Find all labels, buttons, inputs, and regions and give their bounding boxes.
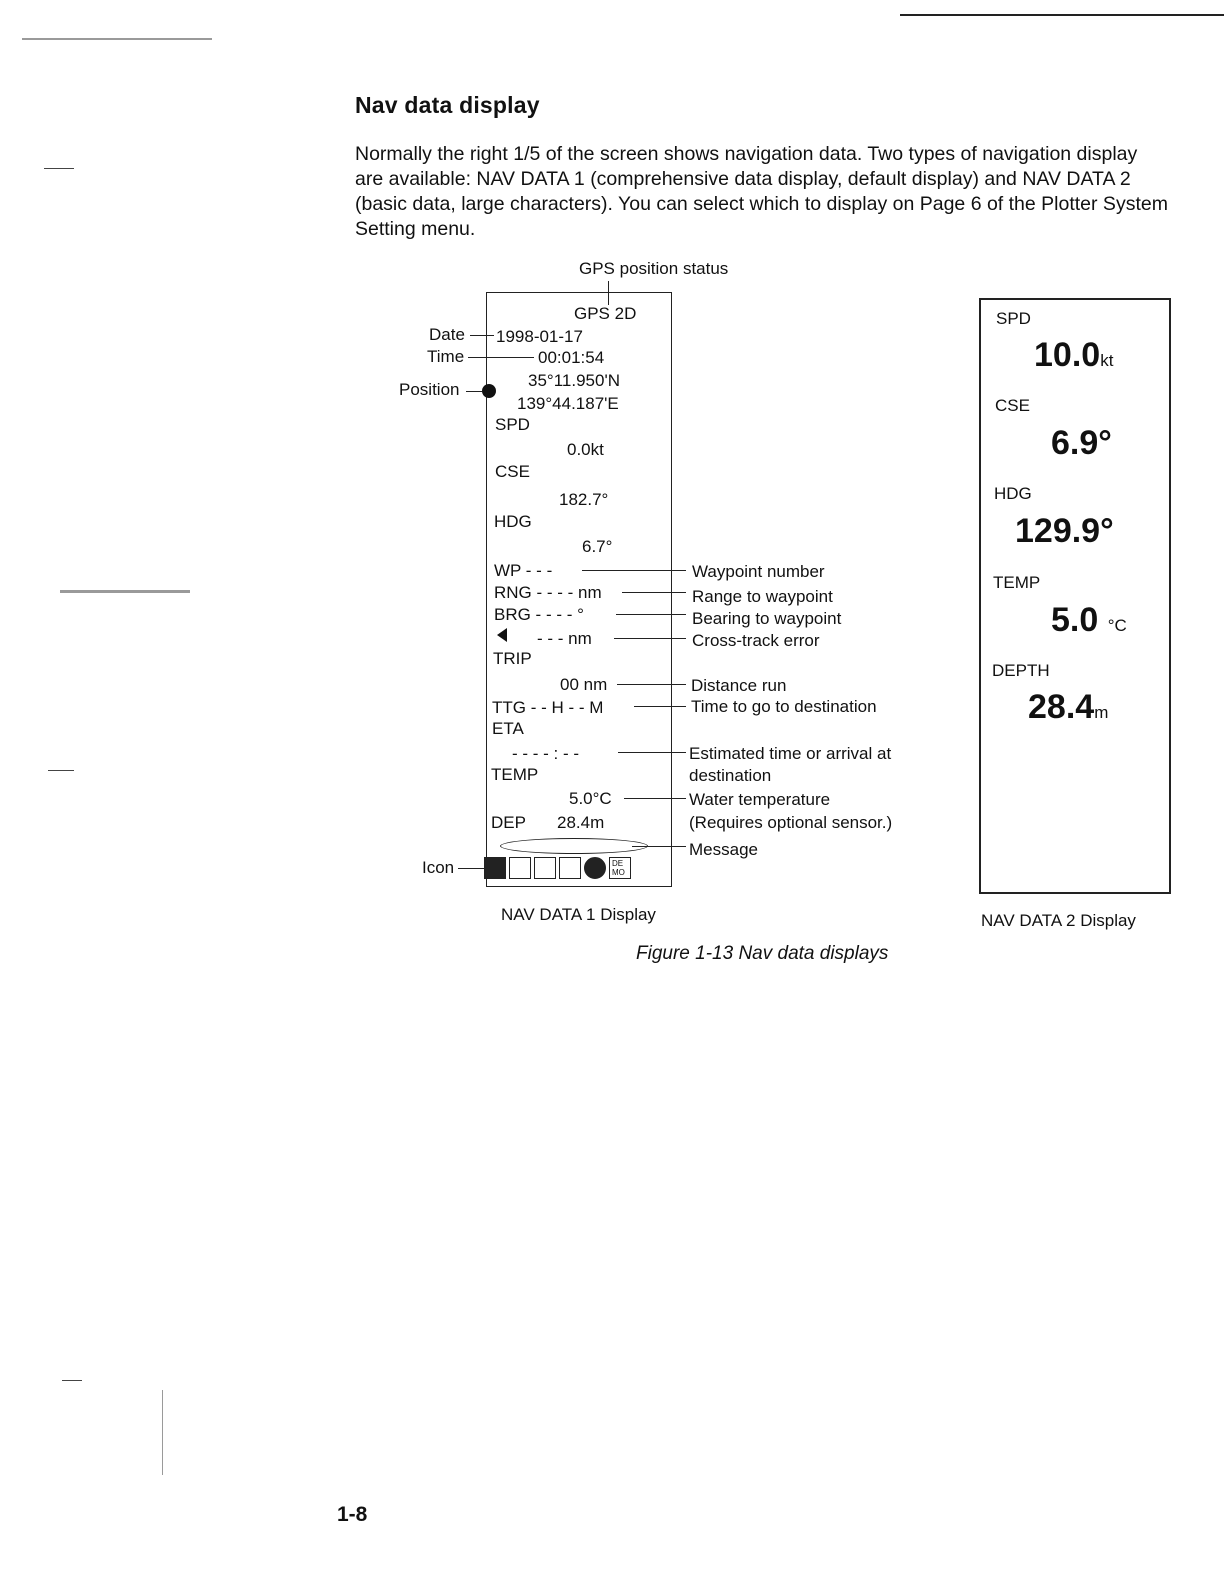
nav-data-2-panel — [979, 298, 1171, 894]
message-ellipse — [500, 838, 648, 854]
callout-eta-cont: destination — [689, 766, 772, 785]
leader-line — [634, 706, 686, 707]
intro-line: Setting menu. — [355, 218, 476, 240]
latitude-value: 35°11.950'N — [528, 371, 620, 390]
ttg-value: TTG - - H - - M — [492, 698, 604, 717]
callout-water-temp: Water temperature — [689, 790, 831, 809]
scan-speck — [162, 1390, 163, 1475]
temp-value: 5.0°C — [569, 789, 612, 808]
page-number: 1-8 — [337, 1503, 368, 1526]
xte-value: - - - nm — [537, 629, 592, 648]
nav2-cse-label: CSE — [995, 396, 1030, 415]
leader-line — [466, 391, 482, 392]
gps-status-value: GPS 2D — [574, 304, 637, 323]
callout-bearing-to-waypoint: Bearing to waypoint — [692, 609, 842, 628]
header-rule — [900, 14, 1224, 16]
demo-icon-label: DE MO — [612, 859, 625, 877]
cse-value: 182.7° — [559, 490, 609, 509]
plotter-icon — [484, 857, 506, 879]
nav2-spd-number: 10.0 — [1034, 336, 1101, 374]
position-dot-icon — [482, 384, 496, 398]
nav2-temp-label: TEMP — [993, 573, 1041, 592]
callout-waypoint-number: Waypoint number — [692, 562, 825, 581]
nav2-temp-unit: °C — [1107, 616, 1127, 635]
date-value: 1998-01-17 — [496, 327, 583, 346]
callout-time: Time — [427, 347, 465, 366]
callout-icon: Icon — [422, 858, 455, 877]
bearing-value: BRG - - - - ° — [494, 605, 584, 624]
nav2-spd-value — [1034, 336, 1113, 375]
window-icon — [509, 857, 531, 879]
scan-speck — [22, 38, 212, 40]
nav2-temp-value — [1051, 601, 1127, 640]
intro-line: (basic data, large characters). You can select which to display on Page 6 of the Plotter System — [355, 193, 1168, 215]
waypoint-value: WP - - - — [494, 561, 553, 580]
callout-position: Position — [399, 380, 460, 399]
nav2-spd-unit: kt — [1100, 351, 1114, 370]
longitude-value: 139°44.187'E — [517, 394, 619, 413]
nav2-depth-label: DEPTH — [992, 661, 1050, 680]
nav2-spd-label: SPD — [996, 309, 1031, 328]
section-title: Nav data display — [355, 92, 540, 118]
nav2-depth-unit: m — [1094, 703, 1109, 722]
leader-line — [616, 614, 686, 615]
callout-water-temp-note: (Requires optional sensor.) — [689, 813, 893, 832]
eta-value: - - - - : - - — [512, 744, 580, 763]
callout-gps-status: GPS position status — [579, 259, 729, 278]
trip-label: TRIP — [493, 649, 532, 668]
leader-line — [614, 638, 686, 639]
scan-speck — [44, 168, 74, 169]
callout-date: Date — [429, 325, 465, 344]
callout-distance-run: Distance run — [691, 676, 787, 695]
nav2-cse-value: 6.9° — [1051, 424, 1112, 462]
xte-arrow-icon — [497, 628, 507, 642]
figure-caption: Figure 1-13 Nav data displays — [636, 943, 889, 964]
nav2-hdg-value: 129.9° — [1015, 512, 1114, 550]
callout-range-to-waypoint: Range to waypoint — [692, 587, 833, 606]
scan-speck — [48, 770, 74, 771]
leader-line — [632, 846, 686, 847]
callout-cross-track-error: Cross-track error — [692, 631, 820, 650]
range-value: RNG - - - - nm — [494, 583, 602, 602]
icon-row — [484, 857, 631, 879]
leader-line — [582, 570, 686, 571]
spd-value: 0.0kt — [567, 440, 604, 459]
time-value: 00:01:54 — [538, 348, 605, 367]
callout-message: Message — [689, 840, 758, 859]
intro-line: are available: NAV DATA 1 (comprehensive data display, default display) and NAV DATA 2 — [355, 168, 1131, 190]
depth-label: DEP — [491, 813, 526, 832]
display-icon — [559, 857, 581, 879]
intro-line: Normally the right 1/5 of the screen shows navigation data. Two types of navigation display — [355, 143, 1138, 165]
leader-line — [624, 798, 686, 799]
caption-nav-data-2: NAV DATA 2 Display — [981, 911, 1136, 930]
hdg-value: 6.7° — [582, 537, 613, 556]
nav2-hdg-label: HDG — [994, 484, 1032, 503]
trip-value: 00 nm — [560, 675, 608, 694]
leader-line — [622, 592, 686, 593]
eta-label: ETA — [492, 719, 524, 738]
temp-label: TEMP — [491, 765, 539, 784]
caption-nav-data-1: NAV DATA 1 Display — [501, 905, 656, 924]
intro-paragraph — [355, 142, 1224, 242]
callout-eta: Estimated time or arrival at — [689, 744, 892, 763]
nav2-depth-value — [1028, 688, 1108, 727]
cse-label: CSE — [495, 462, 530, 481]
chart-icon — [534, 857, 556, 879]
leader-line — [617, 684, 686, 685]
depth-value: 28.4m — [557, 813, 605, 832]
nav2-temp-number: 5.0 — [1051, 601, 1099, 639]
callout-time-to-go: Time to go to destination — [691, 697, 877, 716]
nav2-depth-number: 28.4 — [1028, 688, 1095, 726]
play-icon — [584, 857, 606, 879]
leader-line — [618, 752, 686, 753]
demo-icon — [609, 857, 631, 879]
scan-speck — [60, 590, 190, 593]
spd-label: SPD — [495, 415, 530, 434]
scan-speck — [62, 1380, 82, 1381]
hdg-label: HDG — [494, 512, 532, 531]
leader-line — [458, 868, 484, 869]
